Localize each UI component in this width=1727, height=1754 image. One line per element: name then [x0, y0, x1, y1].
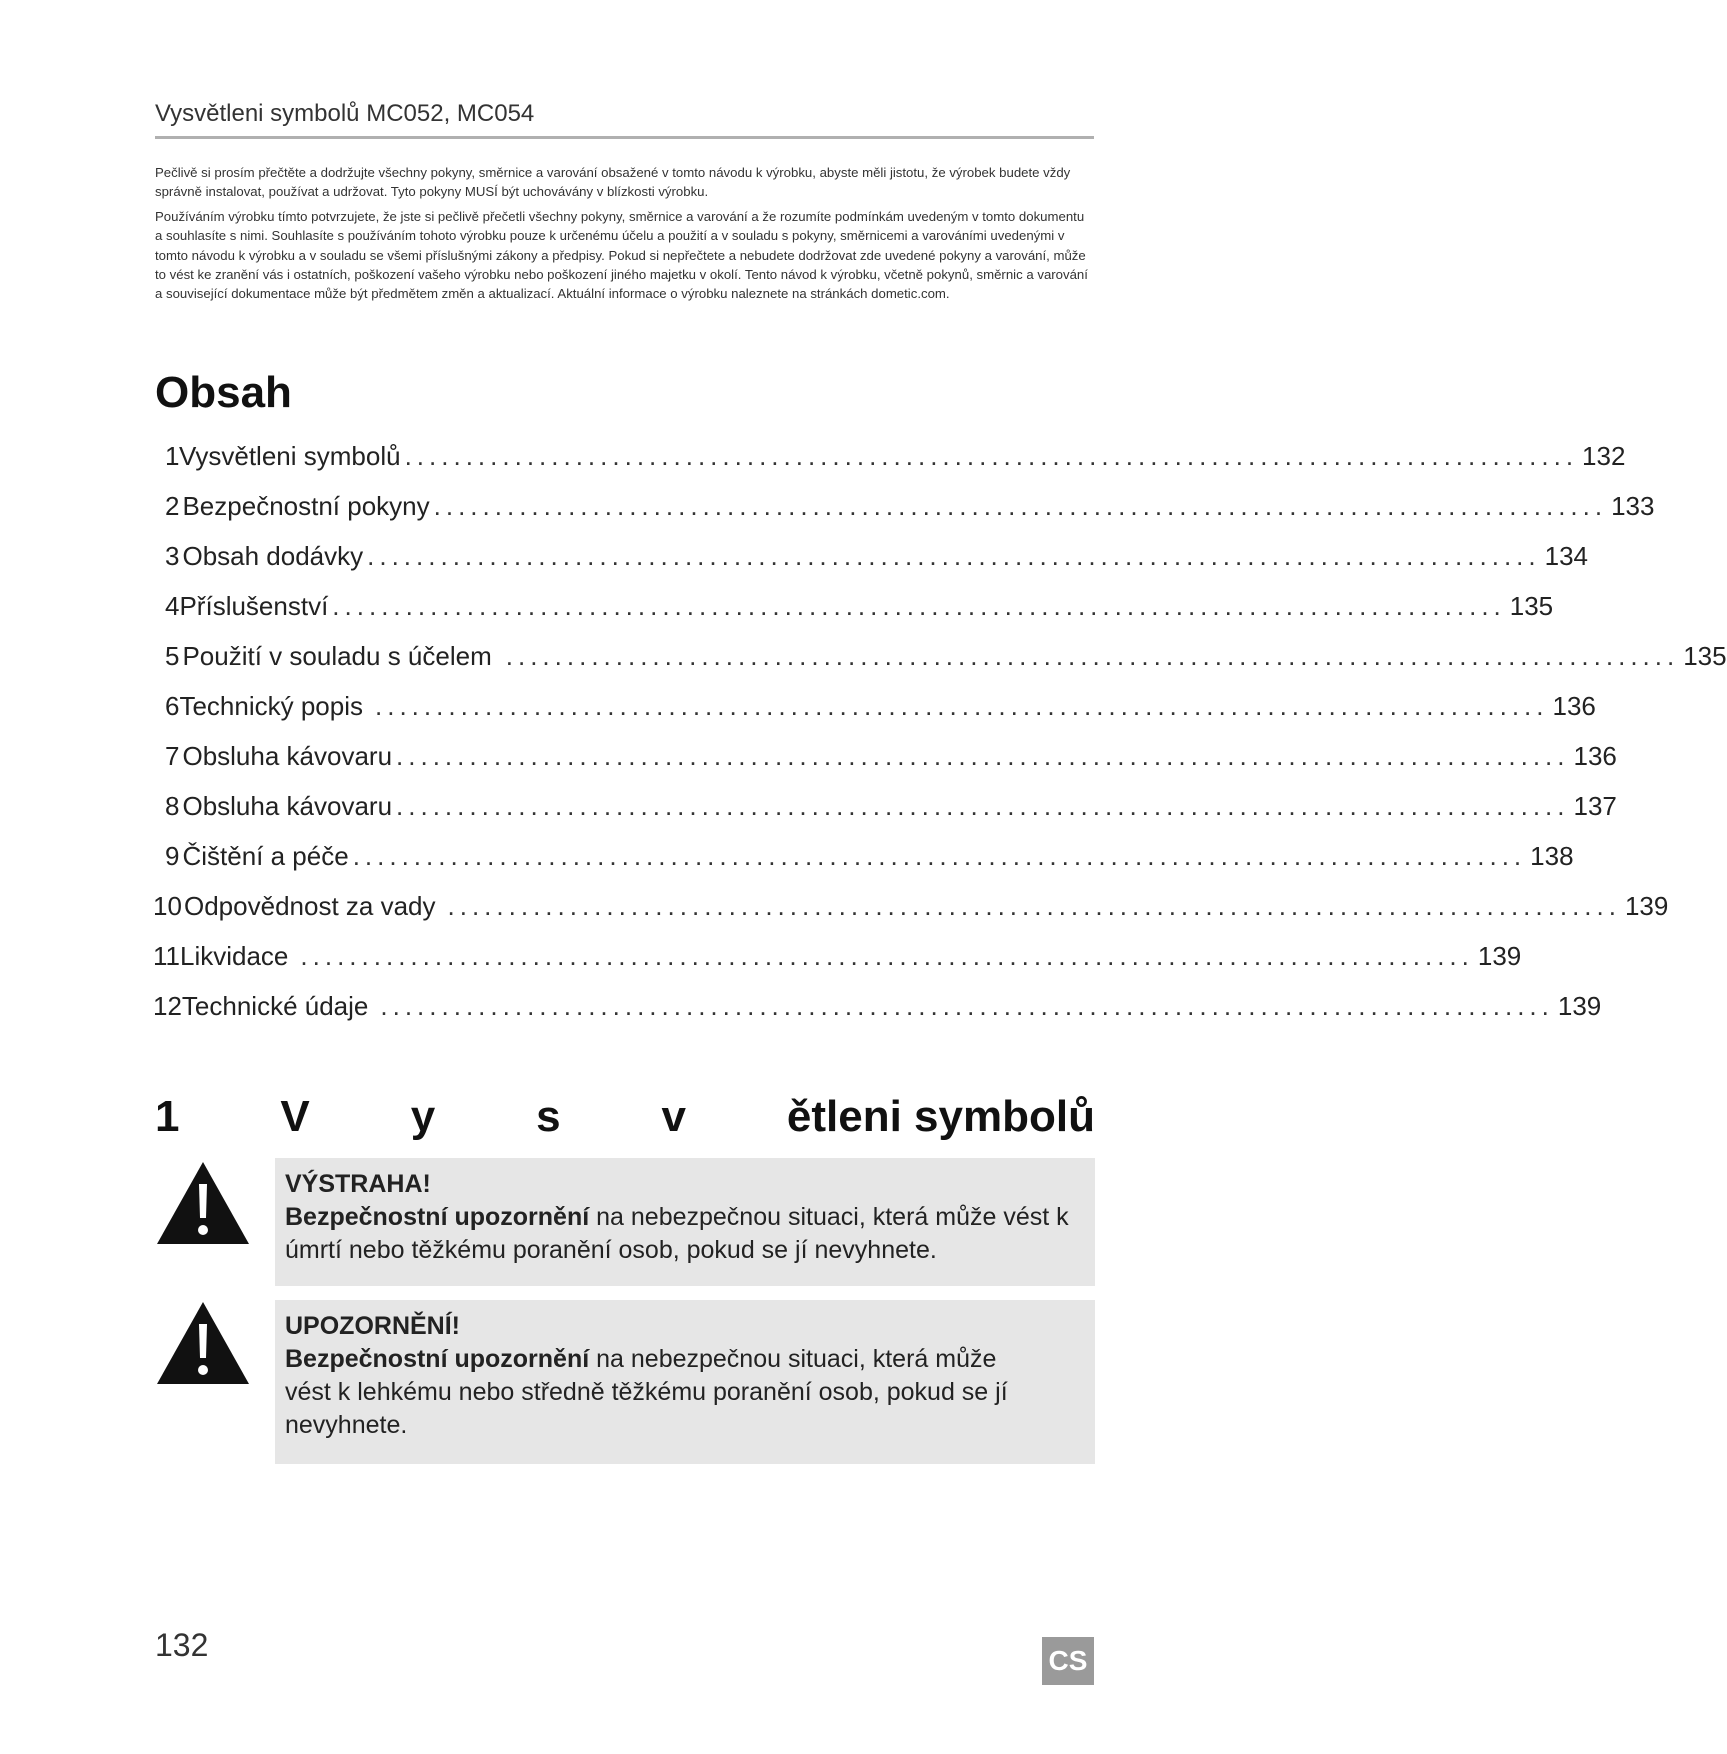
intro-paragraph-2: Používáním výrobku tímto potvrzujete, že jste si pečlivě přečetli všechny pokyny, směrnice a varování a že rozumíte podmínkám uvedeným v tomto dokumentu a souhlasíte s nimi. Souhlasíte s používáním tohoto výrobku pouze k určenému účelu a použití a v souladu s pokyny, směrnicemi a varováními uvedenými v tomto návodu k výrobku a v souladu se všemi příslušnými zákony a předpisy. Pokud si nepřečtete a nebudete dodržovat zde uvedené pokyny a varování, může to vést ke zranění vás i ostatních, poškození vašeho výrobku nebo poškození jiného majetku v okolí. Tento návod k výrobku, včetně pokynů, směrnic a varování a související dokumentace může být předmětem změn a aktualizací. Aktuální informace o výrobku naleznete na stránkách dometic.com. — [155, 208, 1088, 302]
toc-entry-page: 133 — [1611, 490, 1655, 521]
toc-entry-number: 12 — [153, 990, 182, 1021]
notice-text: na nebezpečnou situaci, která může vést k lehkému nebo středně těžkému poranění osob, pokud se jí nevyhnete. — [285, 1345, 1008, 1439]
toc-entry[interactable] — [165, 786, 1617, 826]
toc-heading: Obsah — [155, 368, 292, 417]
toc-entry-page: 139 — [1557, 990, 1602, 1021]
toc-leader-dots: ................................................................................................ — [433, 490, 1608, 521]
page-number: 132 — [155, 1627, 209, 1663]
toc-entry-number: 2 — [165, 490, 180, 521]
toc-entry-number: 5 — [165, 640, 180, 671]
toc-entry-page: 139 — [1477, 940, 1522, 971]
toc-entry-page: 136 — [1573, 740, 1617, 771]
notice-lead: Bezpečnostní upozornění — [285, 1345, 590, 1373]
warning-triangle-icon — [155, 1300, 251, 1386]
section-heading-part: y — [410, 1092, 436, 1141]
toc-entry[interactable] — [165, 736, 1617, 776]
toc-entry[interactable] — [165, 636, 1727, 676]
toc-entry[interactable] — [153, 886, 1669, 926]
section-heading-part: ětleni symbolů — [786, 1092, 1095, 1141]
toc-entry-page: 135 — [1683, 640, 1727, 671]
toc-leader-dots: ................................................................................................ — [404, 440, 1579, 471]
intro-paragraph-1: Pečlivě si prosím přečtěte a dodržujte všechny pokyny, směrnice a varování obsažené v tomto návodu k výrobku, abyste měli jistotu, že výrobek budete vždy správně instalovat, používat a udržovat. Tyto pokyny MUSÍ být uchovávány v blízkosti výrobku. — [155, 165, 1071, 200]
toc-entry-number: 1 — [165, 440, 180, 471]
toc-leader-dots: ................................................................................................ — [380, 990, 1554, 1021]
toc-entry-title: Likvidace — [180, 940, 289, 971]
toc-leader-dots: ................................................................................................ — [332, 590, 1506, 621]
section-heading-part: 1 — [155, 1092, 180, 1141]
section-heading-part: V — [280, 1092, 310, 1141]
toc-entry-title: Použití v souladu s účelem — [182, 640, 492, 671]
toc-entry-page: 139 — [1624, 890, 1669, 921]
toc-entry-title: Obsah dodávky — [182, 540, 364, 571]
toc-entry-page: 138 — [1530, 840, 1574, 871]
toc-entry-number: 9 — [165, 840, 180, 871]
header-divider — [155, 136, 1094, 139]
toc-leader-dots: ................................................................................................ — [396, 790, 1570, 821]
intro-text — [155, 163, 1095, 309]
language-badge: CS — [1042, 1637, 1094, 1685]
toc-entry[interactable] — [165, 536, 1588, 576]
toc-leader-dots: ................................................................................................ — [375, 690, 1549, 721]
notice-text: na nebezpečnou situaci, která může vést k úmrtí nebo těžkému poranění osob, pokud se jí nevyhnete. — [285, 1203, 1069, 1264]
toc-entry[interactable] — [165, 486, 1655, 526]
toc-entry-number: 4 — [165, 590, 180, 621]
toc-entry-title: Bezpečnostní pokyny — [182, 490, 430, 521]
toc-leader-dots: ................................................................................................ — [447, 890, 1621, 921]
toc-entry-number: 8 — [165, 790, 180, 821]
toc-entry[interactable] — [153, 986, 1602, 1026]
toc-leader-dots: ................................................................................................ — [300, 940, 1474, 971]
toc-entry-page: 132 — [1582, 440, 1626, 471]
caution-notice — [275, 1300, 1095, 1464]
toc-entry-page: 134 — [1544, 540, 1588, 571]
toc-entry[interactable] — [165, 836, 1574, 876]
toc-entry-number: 3 — [165, 540, 180, 571]
notice-body — [285, 1201, 1085, 1267]
toc-entry-title: Odpovědnost za vady — [184, 890, 436, 921]
toc-entry-title: Čištění a péče — [182, 840, 349, 871]
toc-entry-page: 135 — [1509, 590, 1554, 621]
warning-notice — [275, 1158, 1095, 1286]
toc-entry-title: Příslušenství — [179, 590, 329, 621]
section-heading-part: v — [661, 1092, 686, 1141]
notice-body — [285, 1343, 1035, 1442]
toc-entry[interactable] — [153, 936, 1522, 976]
section-heading-part: s — [536, 1092, 561, 1141]
section-1-heading — [155, 1092, 1095, 1142]
notice-title: UPOZORNĚNÍ! — [285, 1312, 460, 1340]
toc-entry[interactable] — [165, 686, 1596, 726]
toc-leader-dots: ................................................................................................ — [505, 640, 1680, 671]
toc-leader-dots: ................................................................................................ — [352, 840, 1527, 871]
notice-title: VÝSTRAHA! — [285, 1170, 431, 1198]
toc-entry-title: Vysvětleni symbolů — [179, 440, 401, 471]
toc-leader-dots: ................................................................................................ — [367, 540, 1541, 571]
running-header-title: Vysvětleni symbolů MC052, MC054 — [155, 100, 535, 127]
notice-lead: Bezpečnostní upozornění — [285, 1203, 590, 1231]
toc-entry-title: Technické údaje — [181, 990, 369, 1021]
warning-triangle-icon — [155, 1160, 251, 1246]
toc-entry-page: 136 — [1552, 690, 1596, 721]
toc-entry-title: Technický popis — [179, 690, 364, 721]
toc-entry-number: 6 — [165, 690, 180, 721]
toc-leader-dots: ................................................................................................ — [396, 740, 1570, 771]
toc-entry-number: 10 — [153, 890, 182, 921]
toc-entry[interactable] — [165, 586, 1554, 626]
toc-entry-title: Obsluha kávovaru — [182, 790, 393, 821]
toc-entry-number: 7 — [165, 740, 180, 771]
toc-entry-page: 137 — [1573, 790, 1617, 821]
toc-entry[interactable] — [165, 436, 1626, 476]
toc-entry-number: 11 — [153, 940, 180, 971]
toc-entry-title: Obsluha kávovaru — [182, 740, 393, 771]
